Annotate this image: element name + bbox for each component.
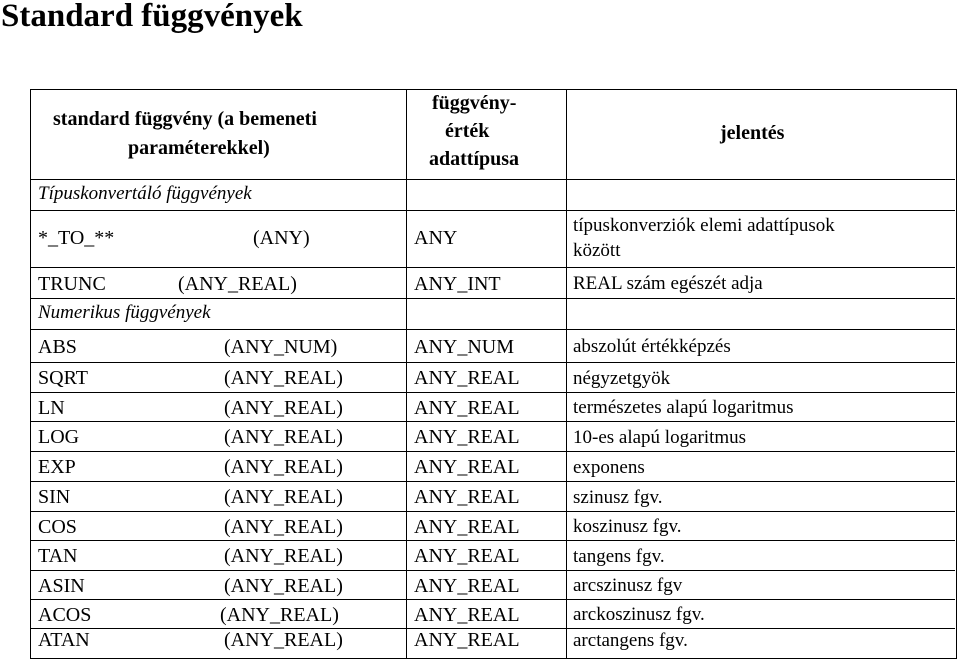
table-row (31, 628, 955, 659)
return-type: ANY_REAL (414, 629, 520, 651)
column-divider (566, 571, 567, 599)
table-row (31, 329, 955, 362)
function-description: REAL szám egészét adja (573, 273, 763, 294)
column-divider (406, 268, 407, 298)
return-type: ANY_REAL (414, 486, 520, 508)
function-params: (ANY_REAL) (178, 273, 297, 295)
column-divider (406, 330, 407, 362)
function-name: SIN (38, 486, 71, 508)
function-params: (ANY_REAL) (220, 604, 339, 626)
return-type: ANY_REAL (414, 516, 520, 538)
function-description: négyzetgyök (573, 368, 671, 389)
column-divider (406, 541, 407, 570)
return-type: ANY_REAL (414, 426, 520, 448)
function-description: arckoszinusz fgv. (573, 604, 705, 625)
header-col-function: standard függvény (a bemeneti (53, 108, 317, 130)
column-divider (406, 452, 407, 481)
function-params: (ANY_REAL) (224, 545, 343, 567)
section-label: Numerikus függvények (38, 302, 211, 323)
function-params: (ANY_REAL) (224, 367, 343, 389)
function-description: abszolút értékképzés (573, 336, 731, 357)
function-description: arcszinusz fgv (573, 575, 683, 596)
functions-table (30, 89, 957, 659)
column-divider (406, 512, 407, 540)
function-name: EXP (38, 456, 76, 478)
function-description: arctangens fgv. (573, 630, 688, 651)
column-divider (566, 512, 567, 540)
column-divider (406, 90, 407, 179)
table-row (31, 421, 955, 451)
return-type: ANY_NUM (414, 336, 514, 358)
function-params: (ANY) (253, 227, 310, 249)
column-divider (406, 629, 407, 659)
function-params: (ANY_REAL) (224, 456, 343, 478)
return-type: ANY_REAL (414, 604, 520, 626)
return-type: ANY_REAL (414, 456, 520, 478)
section-label: Típuskonvertáló függvények (38, 183, 252, 204)
table-header-row (31, 90, 955, 179)
function-name: ASIN (38, 575, 85, 597)
column-divider (566, 393, 567, 421)
column-divider (566, 629, 567, 659)
return-type: ANY_REAL (414, 397, 520, 419)
function-params: (ANY_REAL) (224, 426, 343, 448)
column-divider (566, 541, 567, 570)
column-divider (566, 363, 567, 392)
column-divider (406, 180, 407, 210)
column-divider (406, 363, 407, 392)
column-divider (566, 180, 567, 210)
function-name: ABS (38, 336, 77, 358)
column-divider (566, 330, 567, 362)
column-divider (566, 452, 567, 481)
function-description: természetes alapú logaritmus (573, 397, 794, 418)
function-params: (ANY_REAL) (224, 575, 343, 597)
column-divider (406, 211, 407, 267)
column-divider (406, 393, 407, 421)
function-description: exponens (573, 457, 645, 478)
column-divider (566, 600, 567, 628)
column-divider (406, 482, 407, 511)
column-divider (406, 299, 407, 329)
return-type: ANY_INT (414, 273, 501, 295)
section-row (31, 179, 955, 210)
function-description: koszinusz fgv. (573, 516, 682, 537)
column-divider (406, 571, 407, 599)
function-name: COS (38, 516, 77, 538)
function-name: ACOS (38, 604, 92, 626)
function-name: *_TO_** (38, 227, 115, 249)
table-row (31, 210, 955, 267)
return-type: ANY (414, 227, 458, 249)
table-row (31, 511, 955, 540)
function-name: TAN (38, 545, 78, 567)
column-divider (566, 268, 567, 298)
column-divider (566, 299, 567, 329)
function-name: ATAN (38, 629, 90, 651)
table-row (31, 540, 955, 570)
header-col-return-type: érték (445, 120, 490, 142)
function-params: (ANY_REAL) (224, 629, 343, 651)
function-description: 10-es alapú logaritmus (573, 427, 747, 448)
section-row (31, 298, 955, 329)
function-description: szinusz fgv. (573, 487, 663, 508)
column-divider (406, 422, 407, 451)
header-col-return-type: adattípusa (429, 148, 520, 170)
table-row (31, 392, 955, 421)
table-row (31, 599, 955, 628)
header-col-return-type: függvény- (432, 92, 517, 114)
table-row (31, 481, 955, 511)
table-row (31, 362, 955, 392)
function-params: (ANY_REAL) (224, 397, 343, 419)
function-name: TRUNC (38, 273, 106, 295)
column-divider (566, 482, 567, 511)
table-row (31, 451, 955, 481)
function-name: SQRT (38, 367, 88, 389)
column-divider (566, 211, 567, 267)
function-description: típuskonverziók elemi adattípusok (573, 215, 835, 236)
return-type: ANY_REAL (414, 575, 520, 597)
header-col-meaning: jelentés (720, 122, 785, 144)
function-params: (ANY_REAL) (224, 486, 343, 508)
return-type: ANY_REAL (414, 367, 520, 389)
table-row (31, 267, 955, 298)
column-divider (566, 422, 567, 451)
function-description: között (573, 240, 621, 261)
table-row (31, 570, 955, 599)
function-name: LOG (38, 426, 80, 448)
function-name: LN (38, 397, 65, 419)
header-col-function: paraméterekkel) (128, 137, 270, 159)
return-type: ANY_REAL (414, 545, 520, 567)
function-description: tangens fgv. (573, 546, 665, 567)
page-title: Standard függvények (1, 0, 303, 34)
function-params: (ANY_REAL) (224, 516, 343, 538)
function-params: (ANY_NUM) (224, 336, 338, 358)
column-divider (566, 90, 567, 179)
column-divider (406, 600, 407, 628)
